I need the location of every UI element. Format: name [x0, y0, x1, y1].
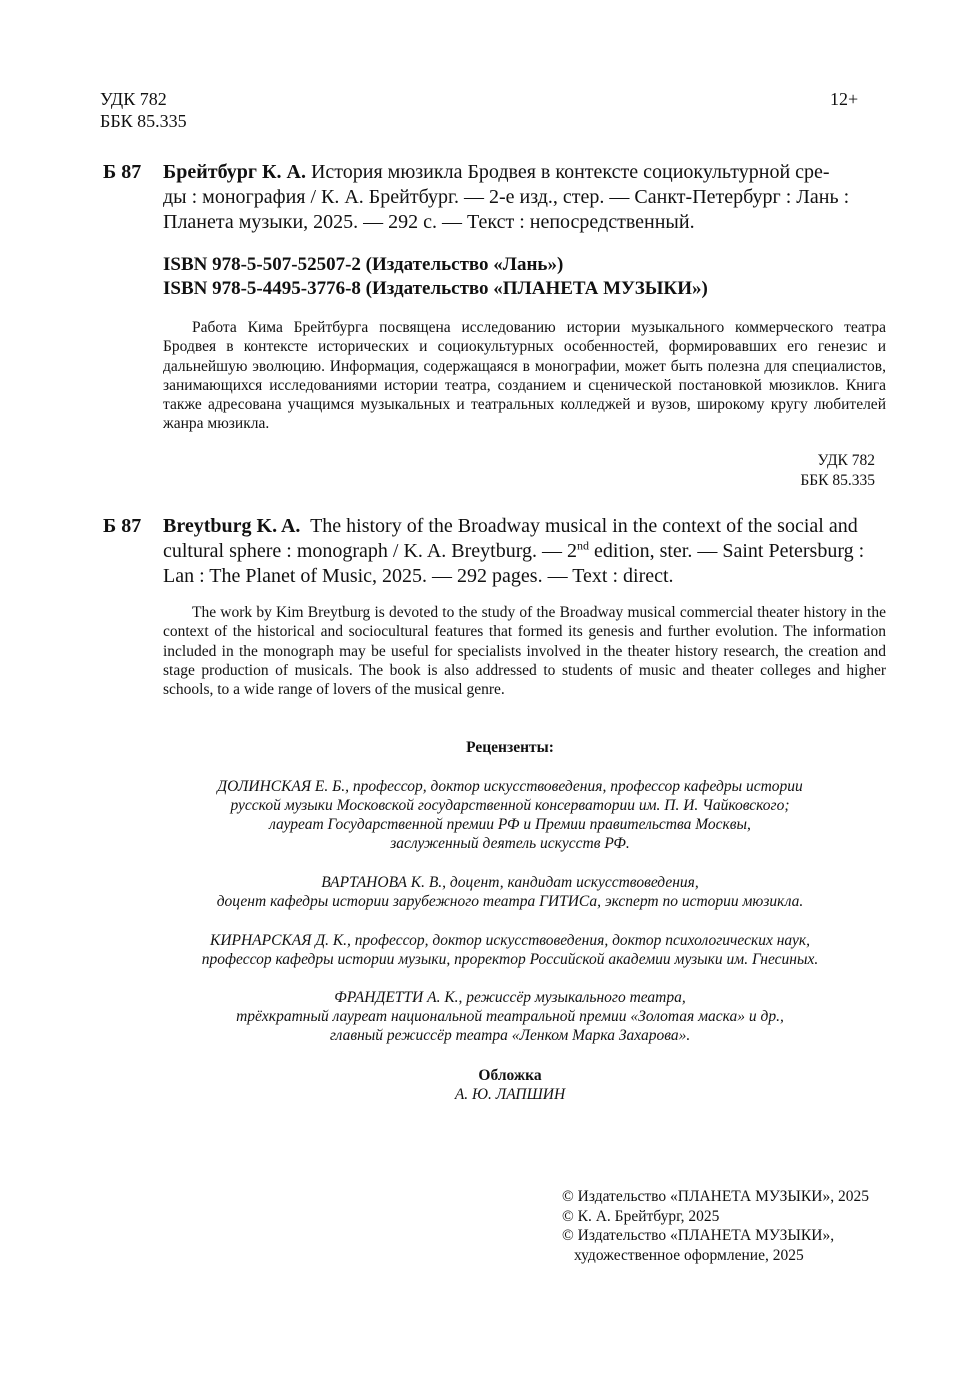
udk-code: УДК 782 — [100, 89, 167, 109]
isbn-planet: ISBN 978-5-4495-3776-8 (Издательство «ПЛАНЕТА МУЗЫКИ») — [163, 278, 708, 299]
reviewer-line: заслуженный деятель искусств РФ. — [390, 835, 630, 852]
entry-ru-line2: ды : монография / К. А. Брейтбург. — 2-е изд., стер. — Санкт-Петербург : Лань : — [163, 186, 850, 208]
entry-en-line2-b: edition, ster. — Saint Petersburg : — [589, 540, 865, 562]
copyright-design: © Издательство «ПЛАНЕТА МУЗЫКИ», — [562, 1227, 835, 1244]
bbk-ru: ББК 85.335 — [800, 472, 875, 489]
entry-en-line3: Lan : The Planet of Music, 2025. — 292 pages. — Text : direct. — [163, 565, 674, 587]
reviewer-line: ФРАНДЕТТИ А. К., режиссёр музыкального театра, — [334, 989, 686, 1006]
reviewer-line: русской музыки Московской государственной консерватории им. П. И. Чайковского; — [230, 797, 790, 814]
title-en-line1: The history of the Broadway musical in the context of the social and — [310, 515, 858, 537]
author-sign-en: Б 87 — [103, 515, 142, 537]
copyright-author: © К. А. Брейтбург, 2025 — [562, 1207, 720, 1225]
edition-superscript: nd — [577, 538, 590, 553]
age-rating: 12+ — [830, 89, 859, 109]
entry-ru-line1 — [163, 160, 886, 185]
author-sign-ru: Б 87 — [103, 161, 142, 183]
reviewer-line: главный режиссёр театра «Ленком Марка Захарова». — [329, 1027, 691, 1044]
reviewer-line: лауреат Государственной премии РФ и Премии правительства Москвы, — [269, 816, 751, 833]
title-ru-line1: История мюзикла Бродвея в контексте социокультурной сре- — [310, 161, 830, 183]
bibliographic-entry-en — [163, 514, 886, 589]
udk-ru: УДК 782 — [817, 452, 875, 469]
isbn-block — [163, 253, 883, 301]
author-en: Breytburg K. A. — [163, 515, 301, 537]
entry-ru-line3: Планета музыки, 2025. — 292 с. — Текст : непосредственный. — [163, 211, 695, 233]
copyright-design-cont: художественное оформление, 2025 — [574, 1246, 804, 1264]
entry-en-line2-a: cultural sphere : monograph / K. A. Breytburg. — 2 — [163, 540, 578, 562]
bibliographic-entry-ru — [163, 160, 886, 235]
reviewer-line: ДОЛИНСКАЯ Е. Б., профессор, доктор искусствоведения, профессор кафедры истории — [217, 778, 803, 795]
annotation-en: The work by Kim Breytburg is devoted to the study of the Broadway musical commercial theater history in the context of the historical and sociocultural features that formed its genesis and further evolution. The information included in the monograph may be useful for specialists involved in the theater history research, the creation and stage production of musicals. The book is also addressed to students of music and theater colleges and higher schools, to a wide range of lovers of the musical genre. — [163, 604, 886, 699]
entry-en-line1 — [163, 514, 886, 539]
entry-en-line2 — [163, 539, 886, 564]
reviewer-line: доцент кафедры истории зарубежного театра ГИТИСа, эксперт по истории мюзикла. — [216, 893, 804, 910]
reviewer-line: ВАРТАНОВА К. В., доцент, кандидат искусствоведения, — [321, 874, 699, 891]
reviewer-kirnarskaya — [160, 931, 860, 969]
cover-designer: А. Ю. ЛАПШИН — [454, 1086, 566, 1103]
classification-ru — [700, 451, 875, 491]
author-ru: Брейтбург К. А. — [163, 161, 306, 183]
reviewer-line: трёхкратный лауреат национальной театральной премии «Золотая маска» и др., — [236, 1008, 784, 1025]
reviewer-vartanova — [160, 873, 860, 911]
reviewer-dolinskaya — [160, 777, 860, 853]
copyright-publisher: © Издательство «ПЛАНЕТА МУЗЫКИ», 2025 — [562, 1188, 869, 1205]
reviewer-line: КИРНАРСКАЯ Д. К., профессор, доктор искусствоведения, доктор психологических наук, — [210, 932, 810, 949]
reviewer-line: профессор кафедры истории музыки, проректор Российской академии музыки им. Гнесиных. — [201, 951, 819, 968]
annotation-ru: Работа Кима Брейтбурга посвящена исследованию истории музыкального коммерческого театра Бродвея в контексте исторических и социокультурных особенностей, формировавших его генезис и дальнейшую эволюцию. Информация, содержащаяся в монографии, может быть полезна для специалистов, занимающихся исследованиями истории театра, созданием и сценической постановкой мюзиклов. Книга также адресована учащимся музыкальных и театральных колледжей и вузов, широкому кругу любителей жанра мюзикла. — [163, 319, 886, 433]
copyright-block — [562, 1187, 942, 1265]
reviewer-frandetti — [160, 988, 860, 1045]
bbk-code: ББК 85.335 — [100, 111, 187, 131]
isbn-lan: ISBN 978-5-507-52507-2 (Издательство «Лань») — [163, 254, 564, 275]
reviewers-title: Рецензенты: — [466, 739, 554, 756]
cover-title: Обложка — [478, 1067, 542, 1084]
top-classification — [100, 88, 187, 132]
